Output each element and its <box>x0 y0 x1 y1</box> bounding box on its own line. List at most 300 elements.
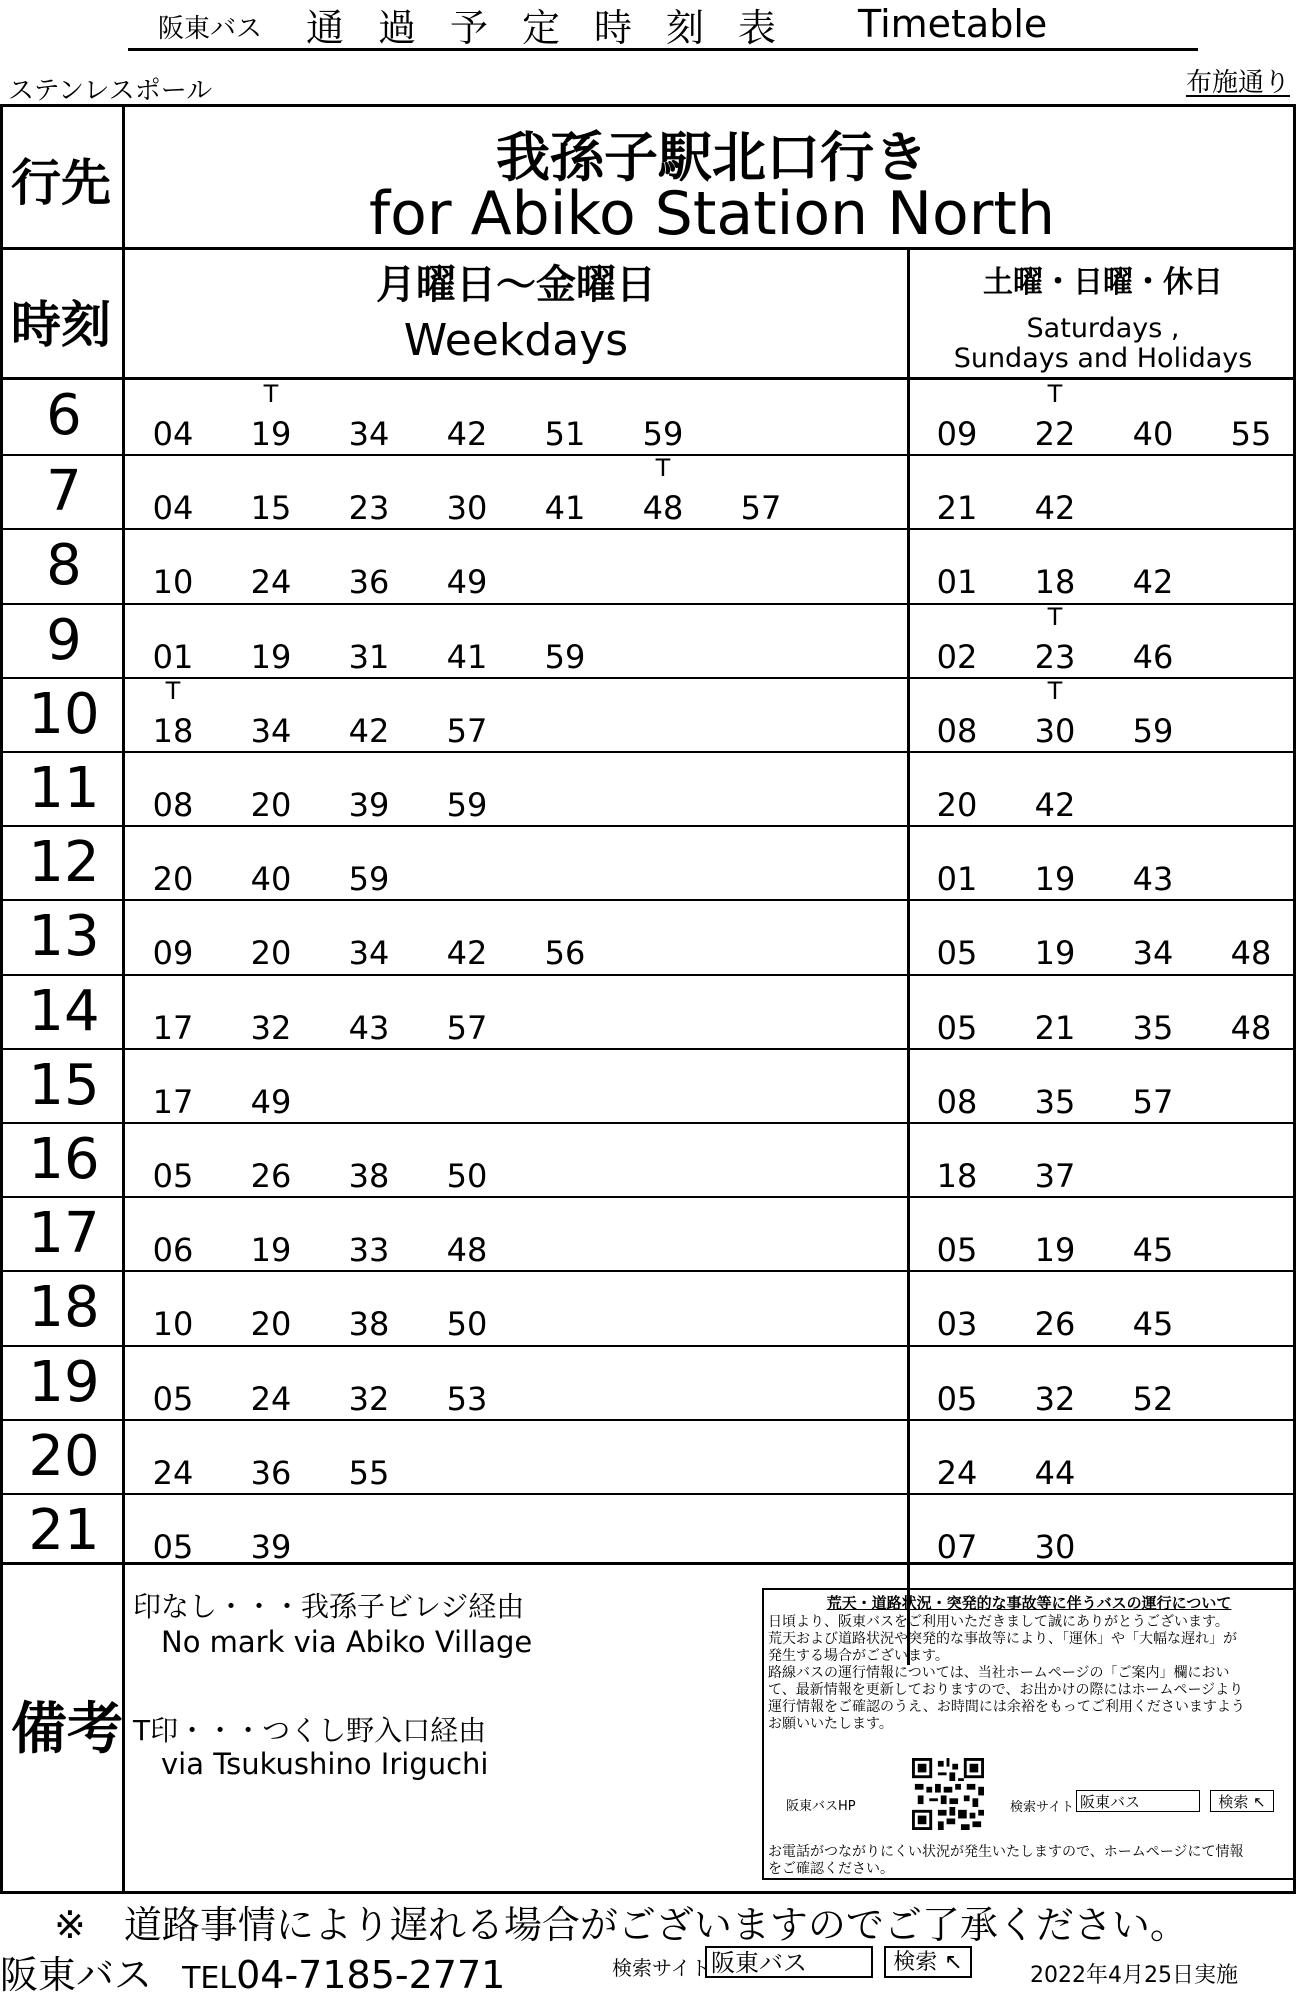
notice-foot-line: をご確認ください。 <box>768 1861 894 1877</box>
footer-company: 阪東バス <box>0 1953 153 1997</box>
holiday-departure-minute <box>1019 380 1091 453</box>
holiday-departure-minute <box>921 564 993 600</box>
minute-value: 36 <box>250 1453 292 1492</box>
hour-label: 17 <box>28 1201 100 1267</box>
weekday-departure-minute <box>333 1381 405 1417</box>
weekday-departure-minute <box>137 1010 209 1046</box>
destination-ja: 我孫子駅北口行き <box>496 126 928 189</box>
holiday-departure-minute <box>921 713 993 749</box>
holiday-departure-minute <box>1019 1381 1091 1417</box>
minute-value: 18 <box>936 1157 978 1195</box>
header-company: 阪東バス <box>158 13 263 44</box>
hour-row <box>3 454 1293 528</box>
weekday-departure-minute <box>529 490 601 526</box>
minute-value: 23 <box>348 489 390 528</box>
notice-search-button: 検索 ↖ <box>1210 1790 1274 1812</box>
minute-value: 19 <box>250 415 292 453</box>
notice-foot-line: お電話がつながりにくい状況が発生いたしますので、ホームページにて情報 <box>768 1844 1244 1860</box>
weekday-departure-minute <box>333 1306 405 1342</box>
minute-value: 43 <box>348 1008 390 1047</box>
minute-value: 39 <box>348 786 390 824</box>
minute-value: 53 <box>446 1379 488 1418</box>
weekday-departure-minute <box>137 1158 209 1194</box>
notice-title: 荒天・道路状況・突発的な事故等に伴うバスの運行について <box>826 1594 1232 1612</box>
minute-value: 32 <box>1034 1379 1076 1418</box>
minute-value: 38 <box>348 1305 390 1344</box>
minute-value: 57 <box>1132 1082 1174 1121</box>
minute-value: 10 <box>152 563 194 602</box>
holiday-departure-minute <box>1019 1455 1091 1491</box>
weekday-departure-minute <box>333 861 405 897</box>
minute-value: 07 <box>936 1528 978 1566</box>
notice-body-line: て、最新情報を更新しておりますので、お出かけの際にはホームページより <box>768 1682 1244 1698</box>
weekday-departure-minute <box>333 564 405 600</box>
minute-value: 45 <box>1132 1231 1174 1270</box>
qr-code-icon <box>912 1758 984 1830</box>
cursor-icon: ↖ <box>1253 1793 1266 1811</box>
minute-value: 17 <box>152 1082 194 1121</box>
minute-value: 51 <box>544 415 586 453</box>
notice-body-line: 運行情報をご確認のうえ、お時間には余裕をもってご利用くださいますよう <box>768 1699 1245 1715</box>
minute-value: 34 <box>1132 934 1174 973</box>
minute-value: 30 <box>1034 1528 1076 1566</box>
weekday-departure-minute <box>333 490 405 526</box>
hour-label: 7 <box>46 459 82 525</box>
weekday-departure-minute <box>333 1232 405 1268</box>
minute-value: 26 <box>250 1157 292 1195</box>
stop-name: ステンレスポール <box>8 76 213 106</box>
timetable-table <box>0 104 1296 1894</box>
minute-value: 30 <box>446 489 488 528</box>
hour-row <box>3 1122 1293 1196</box>
hour-label: 18 <box>28 1275 100 1341</box>
weekday-departure-minute <box>431 713 503 749</box>
minute-value: 24 <box>152 1453 194 1492</box>
minute-value: 32 <box>250 1008 292 1047</box>
minute-value: 21 <box>1034 1008 1076 1047</box>
hour-label: 10 <box>28 681 100 747</box>
weekday-departure-minute <box>627 454 699 528</box>
minute-value: 19 <box>1034 934 1076 973</box>
weekday-departure-minute <box>431 416 503 452</box>
minute-value: 20 <box>936 786 978 824</box>
minute-value: 48 <box>642 489 684 528</box>
minute-value: 04 <box>152 489 194 528</box>
holiday-departure-minute <box>921 1306 993 1342</box>
footer-tel: 04-7185-2771 <box>236 1953 506 1997</box>
minute-value: 59 <box>348 860 390 899</box>
holiday-departure-minute <box>921 639 993 675</box>
remarks-label: 備考 <box>11 1697 123 1762</box>
minute-value: 05 <box>936 1008 978 1047</box>
hour-row <box>3 1419 1293 1493</box>
holiday-departure-minute <box>1117 1306 1189 1342</box>
weekday-departure-minute <box>333 639 405 675</box>
weekday-departure-minute <box>235 1232 307 1268</box>
minute-value: 57 <box>446 711 488 750</box>
notice-body-line: 路線バスの運行情報については、当社ホームページの「ご案内」欄におい <box>768 1665 1230 1681</box>
weekday-departure-minute <box>137 787 209 823</box>
minute-value: 32 <box>348 1379 390 1418</box>
weekday-departure-minute <box>235 1306 307 1342</box>
weekday-departure-minute <box>235 1158 307 1194</box>
weekday-departure-minute <box>431 1158 503 1194</box>
holiday-departure-minute <box>1117 1084 1189 1120</box>
minute-value: 48 <box>1230 1008 1272 1047</box>
notice-body <box>768 1614 1288 1733</box>
holiday-departure-minute <box>921 1084 993 1120</box>
minute-value: 49 <box>446 563 488 602</box>
weekday-departure-minute <box>333 713 405 749</box>
weekday-departure-minute <box>137 416 209 452</box>
minute-value: 26 <box>1034 1305 1076 1344</box>
via-mark: T <box>263 380 279 408</box>
minute-value: 41 <box>446 637 488 676</box>
minute-value: 34 <box>348 934 390 973</box>
service-notice-box <box>762 1588 1296 1880</box>
holiday-departure-minute <box>921 416 993 452</box>
weekday-departure-minute <box>235 1010 307 1046</box>
minute-value: 57 <box>446 1008 488 1047</box>
minute-value: 59 <box>1132 711 1174 750</box>
minute-value: 18 <box>152 711 194 750</box>
minute-value: 36 <box>348 563 390 602</box>
minute-value: 59 <box>642 415 684 453</box>
weekday-departure-minute <box>137 564 209 600</box>
weekday-departure-minute <box>137 676 209 750</box>
hour-row <box>3 751 1293 825</box>
hour-label: 8 <box>46 533 82 599</box>
holiday-departure-minute <box>1019 861 1091 897</box>
hour-label: 6 <box>46 383 82 448</box>
weekday-departure-minute <box>235 1381 307 1417</box>
notice-foot <box>768 1844 1288 1878</box>
minute-value: 05 <box>936 1379 978 1418</box>
holiday-departure-minute <box>1019 935 1091 971</box>
notice-body-line: 荒天および道路状況や突発的な事故等により、「運休」や「大幅な遅れ」が <box>768 1631 1237 1647</box>
holiday-departure-minute <box>1117 935 1189 971</box>
holiday-departure-minute <box>1117 1010 1189 1046</box>
minute-value: 20 <box>250 786 292 824</box>
minute-value: 15 <box>250 489 292 528</box>
weekday-departure-minute <box>431 1381 503 1417</box>
hour-label: 14 <box>28 978 100 1044</box>
minute-value: 39 <box>250 1528 292 1566</box>
minute-value: 49 <box>250 1082 292 1121</box>
holidays-header-ja: 土曜・日曜・休日 <box>983 265 1223 300</box>
minute-value: 23 <box>1034 637 1076 676</box>
minute-value: 57 <box>740 489 782 528</box>
hour-row <box>3 1196 1293 1270</box>
remark-t-mark-ja: T印・・・つくし野入口経由 <box>133 1714 487 1747</box>
hour-label: 21 <box>28 1498 100 1563</box>
via-mark: T <box>1047 676 1063 705</box>
holiday-departure-minute <box>1019 1084 1091 1120</box>
weekday-departure-minute <box>333 416 405 452</box>
weekday-departure-minute <box>529 416 601 452</box>
minute-value: 33 <box>348 1231 390 1270</box>
minute-value: 18 <box>1034 563 1076 602</box>
holiday-departure-minute <box>921 1455 993 1491</box>
hour-row <box>3 528 1293 602</box>
minute-value: 05 <box>152 1528 194 1566</box>
minute-value: 24 <box>250 1379 292 1418</box>
holiday-departure-minute <box>1019 1306 1091 1342</box>
weekday-departure-minute <box>431 1010 503 1046</box>
minute-value: 09 <box>152 934 194 973</box>
minute-value: 42 <box>446 934 488 973</box>
minute-value: 43 <box>1132 860 1174 899</box>
weekday-departure-minute <box>137 935 209 971</box>
holiday-departure-minute <box>921 935 993 971</box>
holiday-departure-minute <box>921 861 993 897</box>
weekday-departure-minute <box>627 416 699 452</box>
cursor-icon: ↖ <box>944 1950 963 1975</box>
weekday-departure-minute <box>235 490 307 526</box>
weekday-departure-minute <box>137 1381 209 1417</box>
weekday-departure-minute <box>529 935 601 971</box>
hour-label: 19 <box>28 1349 100 1415</box>
weekday-departure-minute <box>235 935 307 971</box>
holiday-departure-minute <box>1117 564 1189 600</box>
weekday-departure-minute <box>333 787 405 823</box>
weekday-departure-minute <box>137 1529 209 1565</box>
weekday-departure-minute <box>529 639 601 675</box>
weekday-departure-minute <box>235 1084 307 1120</box>
holiday-departure-minute <box>1117 639 1189 675</box>
holiday-departure-minute <box>921 1010 993 1046</box>
remark-no-mark-ja: 印なし・・・我孫子ビレジ経由 <box>133 1590 525 1623</box>
weekday-departure-minute <box>431 935 503 971</box>
footer-search-field: 阪東バス <box>705 1946 873 1978</box>
hour-label: 12 <box>28 830 100 896</box>
holiday-departure-minute <box>921 1232 993 1268</box>
minute-value: 05 <box>936 1231 978 1270</box>
minute-value: 59 <box>544 637 586 676</box>
hour-row <box>3 1345 1293 1419</box>
minute-value: 38 <box>348 1157 390 1195</box>
minute-value: 19 <box>1034 860 1076 899</box>
weekday-departure-minute <box>137 861 209 897</box>
minute-value: 50 <box>446 1305 488 1344</box>
hour-label: 20 <box>28 1423 100 1489</box>
minute-value: 08 <box>936 711 978 750</box>
minute-value: 50 <box>446 1157 488 1195</box>
hour-row <box>3 1048 1293 1122</box>
via-mark: T <box>655 454 671 483</box>
weekday-departure-minute <box>431 490 503 526</box>
minute-value: 34 <box>250 711 292 750</box>
weekdays-header-en: Weekdays <box>403 315 629 366</box>
weekday-departure-minute <box>235 564 307 600</box>
weekday-departure-minute <box>137 1084 209 1120</box>
minute-value: 41 <box>544 489 586 528</box>
time-label: 時刻 <box>11 296 111 354</box>
holiday-departure-minute <box>1117 416 1189 452</box>
minute-value: 48 <box>446 1231 488 1270</box>
minute-value: 24 <box>250 563 292 602</box>
hour-row <box>3 899 1293 973</box>
footer-search-button: 検索 ↖ <box>884 1946 972 1978</box>
holiday-departure-minute <box>1019 490 1091 526</box>
minute-value: 19 <box>250 1231 292 1270</box>
hour-row <box>3 1493 1293 1567</box>
hour-row <box>3 974 1293 1048</box>
minute-value: 37 <box>1034 1157 1076 1195</box>
minute-value: 30 <box>1034 711 1076 750</box>
minute-value: 46 <box>1132 637 1174 676</box>
weekday-departure-minute <box>235 639 307 675</box>
hour-label: 13 <box>28 904 100 970</box>
minute-value: 56 <box>544 934 586 973</box>
holiday-departure-minute <box>1215 935 1287 971</box>
weekday-departure-minute <box>333 1455 405 1491</box>
hour-label: 15 <box>28 1052 100 1118</box>
minute-value: 20 <box>152 860 194 899</box>
holiday-departure-minute <box>1117 1381 1189 1417</box>
hour-row <box>3 1270 1293 1344</box>
minute-value: 55 <box>1230 415 1272 453</box>
weekday-departure-minute <box>137 1455 209 1491</box>
weekday-departure-minute <box>431 1232 503 1268</box>
header-title-ja: 通過予定時刻表 <box>306 5 811 50</box>
hour-row <box>3 825 1293 899</box>
header-title-en: Timetable <box>858 2 1048 46</box>
minute-value: 44 <box>1034 1453 1076 1492</box>
holiday-departure-minute <box>1019 1232 1091 1268</box>
minute-value: 10 <box>152 1305 194 1344</box>
effective-date: 2022年4月25日実施 <box>1030 1963 1238 1988</box>
weekday-departure-minute <box>235 713 307 749</box>
footer-search-label: 検索サイト <box>612 1956 711 1980</box>
via-mark: T <box>1047 380 1063 408</box>
holiday-departure-minute <box>1117 861 1189 897</box>
delay-disclaimer: ※ 道路事情により遅れる場合がございますのでご了承ください。 <box>54 1903 1188 1947</box>
holiday-departure-minute <box>1215 416 1287 452</box>
minute-value: 42 <box>446 415 488 453</box>
holiday-departure-minute <box>921 490 993 526</box>
minute-value: 19 <box>1034 1231 1076 1270</box>
holiday-departure-minute <box>921 787 993 823</box>
weekday-departure-minute <box>235 380 307 453</box>
remark-no-mark-en: No mark via Abiko Village <box>161 1625 533 1659</box>
destination-label: 行先 <box>11 154 111 212</box>
holiday-departure-minute <box>921 1529 993 1565</box>
weekday-departure-minute <box>137 1232 209 1268</box>
weekday-departure-minute <box>333 1010 405 1046</box>
minute-value: 17 <box>152 1008 194 1047</box>
weekday-departure-minute <box>725 490 797 526</box>
minute-value: 45 <box>1132 1305 1174 1344</box>
weekday-departure-minute <box>137 1306 209 1342</box>
minute-value: 01 <box>936 563 978 602</box>
minute-value: 42 <box>348 711 390 750</box>
minute-value: 05 <box>152 1157 194 1195</box>
minute-value: 24 <box>936 1453 978 1492</box>
minute-value: 04 <box>152 415 194 453</box>
remark-t-mark-en: via Tsukushino Iriguchi <box>161 1747 489 1781</box>
weekday-departure-minute <box>137 639 209 675</box>
minute-value: 48 <box>1230 934 1272 973</box>
hour-label: 16 <box>28 1127 100 1192</box>
hour-row <box>3 380 1293 454</box>
minute-value: 01 <box>152 637 194 676</box>
notice-search-field: 阪東バス <box>1076 1790 1200 1812</box>
minute-value: 03 <box>936 1305 978 1344</box>
weekday-departure-minute <box>431 1306 503 1342</box>
destination-en: for Abiko Station North <box>369 179 1055 249</box>
timetable-header <box>128 0 1198 51</box>
minute-value: 01 <box>936 860 978 899</box>
weekday-departure-minute <box>333 1158 405 1194</box>
route-name: 布施通り <box>1185 68 1290 98</box>
minute-value: 35 <box>1034 1082 1076 1121</box>
notice-body-line: お願いいたします。 <box>768 1716 893 1732</box>
minute-value: 20 <box>250 1305 292 1344</box>
minute-value: 08 <box>152 786 194 824</box>
minute-value: 05 <box>152 1379 194 1418</box>
minute-value: 42 <box>1132 563 1174 602</box>
holiday-departure-minute <box>1117 713 1189 749</box>
weekday-departure-minute <box>235 787 307 823</box>
via-mark: T <box>1047 602 1063 631</box>
minute-value: 19 <box>250 637 292 676</box>
holiday-departure-minute <box>1019 602 1091 676</box>
minute-value: 42 <box>1034 489 1076 528</box>
holiday-departure-minute <box>1019 1010 1091 1046</box>
weekday-departure-minute <box>137 490 209 526</box>
holiday-departure-minute <box>921 1158 993 1194</box>
notice-body-line: 日頃より、阪東バスをご利用いただきまして誠にありがとうございます。 <box>768 1614 1229 1630</box>
holiday-departure-minute <box>1019 676 1091 750</box>
notice-body-line: 発生する場合がございます。 <box>768 1648 949 1664</box>
minute-value: 55 <box>348 1453 390 1492</box>
holidays-header-en-1: Saturdays , <box>1026 313 1180 344</box>
hour-label: 11 <box>28 756 100 821</box>
minute-value: 09 <box>936 415 978 453</box>
weekday-departure-minute <box>235 861 307 897</box>
minute-value: 34 <box>348 415 390 453</box>
hour-row <box>3 603 1293 677</box>
holiday-departure-minute <box>1019 787 1091 823</box>
minute-value: 40 <box>1132 415 1174 453</box>
tel-label: TEL <box>182 1961 237 1996</box>
notice-search-label: 検索サイト <box>1010 1800 1075 1815</box>
minute-value: 42 <box>1034 786 1076 824</box>
hour-row <box>3 677 1293 751</box>
holiday-departure-minute <box>921 1381 993 1417</box>
via-mark: T <box>165 676 181 705</box>
weekdays-header-ja: 月曜日～金曜日 <box>376 262 656 308</box>
minute-value: 35 <box>1132 1008 1174 1047</box>
minute-value: 31 <box>348 637 390 676</box>
weekday-departure-minute <box>333 935 405 971</box>
minute-value: 59 <box>446 786 488 824</box>
minute-value: 22 <box>1034 415 1076 453</box>
weekday-departure-minute <box>235 1529 307 1565</box>
holidays-header-en-2: Sundays and Holidays <box>953 343 1253 374</box>
weekday-departure-minute <box>235 1455 307 1491</box>
weekday-departure-minute <box>431 787 503 823</box>
minute-value: 20 <box>250 934 292 973</box>
minute-value: 52 <box>1132 1379 1174 1418</box>
holiday-departure-minute <box>1019 1158 1091 1194</box>
weekday-departure-minute <box>431 639 503 675</box>
holiday-departure-minute <box>1019 564 1091 600</box>
holiday-departure-minute <box>1117 1232 1189 1268</box>
minute-value: 08 <box>936 1082 978 1121</box>
footer-contact <box>0 1944 505 1999</box>
